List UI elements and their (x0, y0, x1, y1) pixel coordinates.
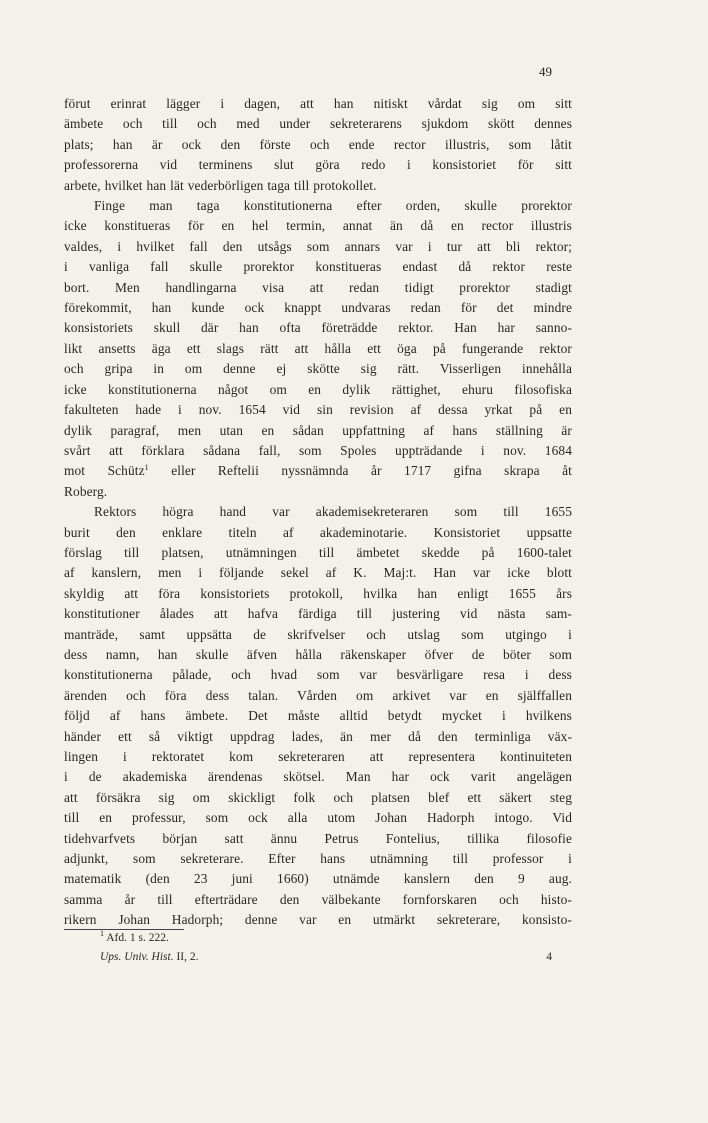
text-line: fakulteten hade i nov. 1654 vid sin revision af dessa yrkat på en (64, 402, 572, 418)
text-line: dylik paragraf, men utan en sådan uppfattning af hans ställning är (64, 422, 572, 438)
footer-signature-number: 4 (546, 951, 552, 963)
text-line: till en professur, som ock alla utom Johan Hadorph intogo. Vid (64, 810, 572, 826)
text-line: arbete, hvilket han lät vederbörligen taga till protokollet. (64, 177, 377, 193)
text-line: af kanslern, men i följande sekel af K. Maj:t. Han var icke blott (64, 565, 572, 581)
text-line: förekommit, han kunde ock knappt undvaras redan för det mindre (64, 300, 572, 316)
text-line: professorerna vid terminens slut göra redo i konsistoriet för sitt (64, 157, 572, 173)
footnote (100, 929, 169, 944)
text-line: svårt att förklara sådana fall, som Spoles uppträdande i nov. 1684 (64, 442, 572, 458)
text-line: ämbete och till och med under sekreterarens sjukdom skött dennes (64, 116, 572, 132)
text-line: och gripa in om denne ej skötte sig rätt. Visserligen innehålla (64, 361, 572, 377)
text-line: förut erinrat lägger i dagen, att han nitiskt vårdat sig om sitt (64, 96, 572, 111)
text-line: dess namn, han skulle äfven hålla räkenskaper öfver de böter som (64, 646, 572, 662)
text-line: lingen i rektoratet kom sekreteraren att representera kontinuiteten (64, 749, 572, 764)
footnote-divider (64, 929, 184, 930)
footer-volume: II, 2. (173, 951, 199, 963)
text-line: konstitutionerna pålade, och hvad som var besvärligare resa i dess (64, 667, 572, 683)
text-line: adjunkt, som sekreterare. Efter hans utnämning till professor i (64, 851, 572, 867)
body-text (64, 94, 572, 931)
text-line: manträde, samt uppsätta de skrifvelser och utslag som utgingo i (64, 626, 572, 642)
signature-footer (100, 951, 552, 963)
text-line: händer ett så viktigt uppdrag lades, än mer då den terminliga väx- (64, 728, 572, 744)
text-line: följd af hans ämbete. Det måste alltid betydt mycket i hvilkens (64, 708, 572, 724)
text-line: matematik (den 23 juni 1660) utnämde kanslern den 9 aug. (64, 871, 572, 887)
text-line: icke konstitutionerna något om en dylik rättighet, ehuru filosofiska (64, 381, 572, 397)
footnote-marker: 1 (100, 929, 104, 938)
text-line: rikern Johan Hadorph; denne var en utmärkt sekreterare, konsisto- (64, 912, 572, 928)
footnote-ref: 1 (144, 463, 149, 473)
text-line: Rektors högra hand var akademisekreteraren som till 1655 (94, 504, 572, 520)
footer-title: Ups. Univ. Hist. (100, 951, 174, 963)
text-line: burit den enklare titeln af akademinotarie. Konsistoriet uppsatte (64, 524, 572, 540)
text-line: likt ansetts äga ett slags rätt att hålla ett öga på fungerande rektor (64, 340, 572, 356)
text-line: skyldig att föra konsistoriets protokoll, hvilka han enligt 1655 års (64, 585, 572, 601)
text-line: Finge man taga konstitutionerna efter orden, skulle prorektor (94, 198, 572, 214)
text-line: bort. Men handlingarna visa att redan tidigt prorektor stadigt (64, 279, 572, 295)
text-line: konsistoriets skull där han ofta företrädde rektor. Han har sanno- (64, 320, 572, 336)
text-line: samma år till efterträdare den välbekante fornforskaren och histo- (64, 891, 572, 907)
text-line: ärenden och föra dess talan. Vården om arkivet var en själffallen (64, 687, 572, 703)
page-number: 49 (539, 64, 552, 79)
text-fragment: eller Reftelii nyssnämnda år 1717 gifna skrapa åt (148, 463, 573, 479)
text-line: Roberg. (64, 483, 108, 499)
footnote-text: Afd. 1 s. 222. (104, 932, 169, 944)
text-line: plats; han är ock den förste och ende rector illustris, som låtit (64, 136, 572, 152)
text-line: att försäkra sig om skickligt folk och platsen blef ett säkert steg (64, 789, 572, 805)
text-line-with-footnote (64, 461, 572, 481)
text-line: i de akademiska ärendenas skötsel. Man har ock varit angelägen (64, 769, 572, 785)
text-line: i vanliga fall skulle prorektor konstitueras endast då rektor reste (64, 259, 572, 275)
text-line: tidehvarfvets början satt ännu Petrus Fontelius, tillika filosofie (64, 830, 572, 846)
text-fragment: mot Schütz (64, 463, 145, 479)
text-line: icke konstitueras för en hel termin, annat än då en rector illustris (64, 218, 572, 234)
text-line: konstitutioner ålades att hafva färdiga till justering vid nästa sam- (64, 606, 572, 622)
text-line: förslag till platsen, utnämningen till ämbetet skedde på 1600-talet (64, 544, 572, 560)
text-line: valdes, i hvilket fall den utsågs som annars var i tur att bli rektor; (64, 238, 572, 254)
